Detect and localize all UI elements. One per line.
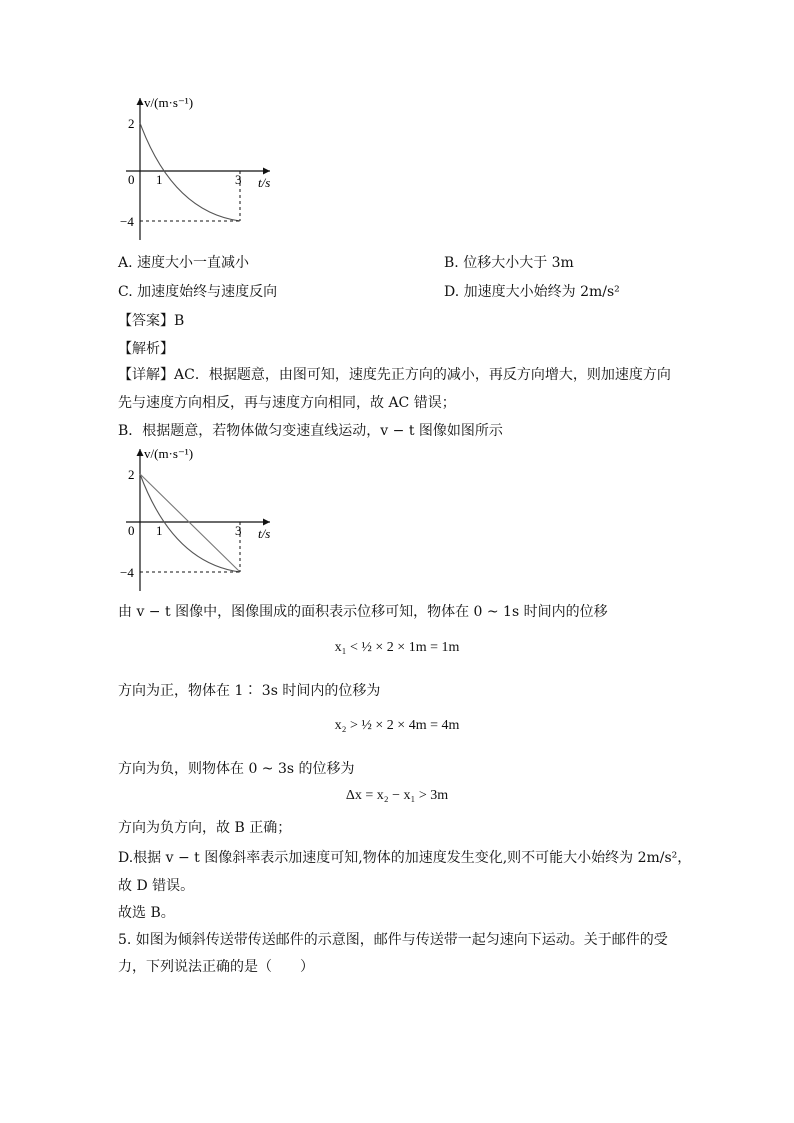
- origin-label: 0: [128, 523, 135, 538]
- question-5-line-2: 力，下列说法正确的是（ ）: [118, 959, 314, 975]
- d-explanation-2: 故 D 错误。: [118, 878, 195, 894]
- origin-label: 0: [128, 172, 135, 187]
- vt-graph-comparison: [118, 443, 288, 595]
- direction-positive: 方向为正，物体在 1∶ 3s 时间内的位移为: [118, 683, 381, 699]
- b-explanation: B．根据题意，若物体做匀变速直线运动，v − t 图像如图所示: [118, 423, 503, 439]
- option-d: D. 加速度大小始终为 2m/s²: [444, 284, 620, 300]
- option-a: A. 速度大小一直减小: [118, 255, 250, 271]
- answer: 【答案】B: [118, 313, 185, 329]
- velocity-curve: [140, 123, 240, 221]
- question-5-line-1: 5. 如图为倾斜传送带传送邮件的示意图，邮件与传送带一起匀速向下运动。关于邮件的受: [118, 932, 668, 948]
- x-axis-label: t/s: [258, 526, 271, 541]
- b-correct: 方向为负方向，故 B 正确；: [118, 820, 292, 836]
- d-explanation-1: D.根据 v − t 图像斜率表示加速度可知,物体的加速度发生变化,则不可能大小始终为 2m/s²，: [118, 850, 692, 866]
- equation-2: x₂ > ½ × 2 × 4m = 4m: [334, 718, 460, 733]
- final-choice: 故选 B。: [118, 905, 175, 921]
- uniform-accel-line: [140, 474, 240, 572]
- option-b: B. 位移大小大于 3m: [444, 255, 574, 271]
- tick-yneg4: −4: [120, 214, 134, 229]
- tick-x3: 3: [235, 523, 242, 538]
- tick-x3: 3: [235, 172, 242, 187]
- analysis-heading: 【解析】: [118, 341, 174, 357]
- equation-3: Δx = x₂ − x₁ > 3m: [345, 788, 449, 803]
- detail-line-2: 先与速度方向相反，再与速度方向相同，故 AC 错误；: [118, 395, 456, 411]
- detail-line-1: 【详解】AC．根据题意，由图可知，速度先正方向的减小，再反方向增大，则加速度方向: [118, 367, 671, 383]
- vt-graph-original: [118, 92, 288, 244]
- equation-1: x₁ < ½ × 2 × 1m = 1m: [334, 640, 460, 655]
- option-c: C. 加速度始终与速度反向: [118, 284, 278, 300]
- tick-yneg4: −4: [120, 565, 134, 580]
- tick-y2: 2: [128, 116, 135, 131]
- tick-x1: 1: [156, 172, 163, 187]
- area-explanation: 由 v − t 图像中，图像围成的面积表示位移可知，物体在 0 ~ 1s 时间内的位移: [118, 604, 608, 620]
- tick-y2: 2: [128, 467, 135, 482]
- x-axis-label: t/s: [258, 175, 271, 190]
- y-axis-label: v/(m·s⁻¹): [144, 95, 194, 110]
- direction-negative: 方向为负，则物体在 0 ~ 3s 的位移为: [118, 761, 355, 777]
- tick-x1: 1: [156, 523, 163, 538]
- y-axis-label: v/(m·s⁻¹): [144, 446, 194, 461]
